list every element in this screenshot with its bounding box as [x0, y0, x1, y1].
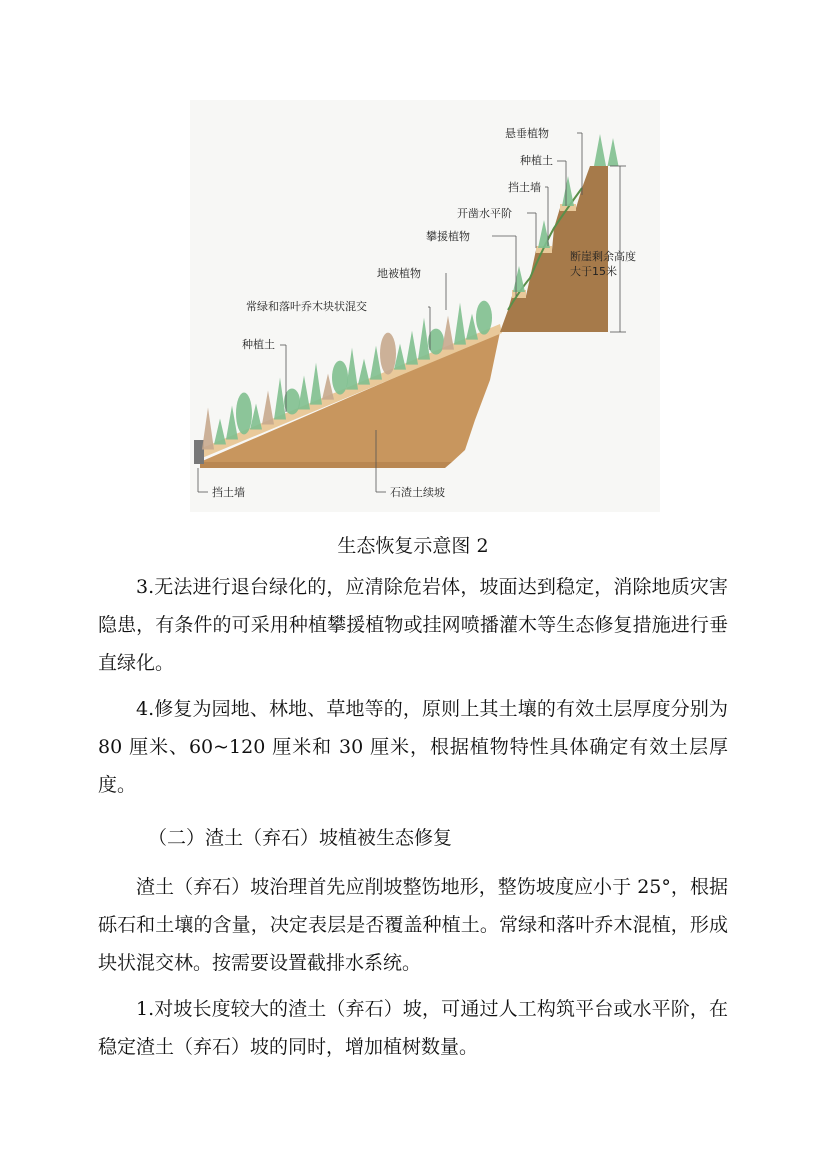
label-planting-soil-slope: 种植土 — [242, 338, 275, 351]
label-cliff-height-line1: 断崖剩余高度 — [570, 250, 636, 263]
tree-shape — [236, 393, 252, 435]
paragraph-4: 1.对坡长度较大的渣土（弃石）坡，可通过人工构筑平台或水平阶，在稳定渣土（弃石）坡的同时，增加植树数量。 — [98, 998, 728, 1058]
tree-shape — [332, 361, 348, 395]
label-ground-cover: 地被植物 — [377, 267, 421, 280]
figure-caption: 生态恢复示意图 2 — [337, 535, 489, 557]
retaining-wall-bottom-shape — [194, 440, 204, 464]
label-hanging-plants: 悬垂植物 — [505, 127, 549, 140]
label-retaining-wall-bottom: 挡土墙 — [212, 486, 245, 499]
label-planting-soil-top: 种植土 — [520, 154, 553, 167]
label-cliff-height-line2: 大于15米 — [570, 265, 617, 278]
tree-shape — [476, 301, 492, 335]
paragraph-3: 渣土（弃石）坡治理首先应削坡整饬地形，整饬坡度应小于 25°，根据砾石和土壤的含量，决定表层是否覆盖种植土。常绿和落叶乔木混植，形成块状混交林。按需要设置截排水系统。 — [98, 876, 728, 974]
spoil-base — [200, 462, 452, 468]
paragraph-2: 4.修复为园地、林地、草地等的，原则上其土壤的有效土层厚度分别为 80 厘米、60~120 厘米和 30 厘米，根据植物特性具体确定有效土层厚度。 — [98, 698, 728, 796]
tree-shape — [380, 333, 396, 375]
section-heading: （二）渣土（弃石）坡植被生态修复 — [148, 827, 453, 849]
label-retaining-wall-top: 挡土墙 — [508, 181, 541, 194]
label-climbing-plants: 攀援植物 — [426, 230, 470, 243]
ecological-restoration-diagram — [190, 100, 660, 512]
paragraph-1: 3.无法进行退台绿化的，应清除危岩体，坡面达到稳定，消除地质灾害隐患，有条件的可采用种植攀援植物或挂网喷播灌木等生态修复措施进行垂直绿化。 — [98, 576, 728, 674]
label-spoil-slope: 石渣土续坡 — [390, 486, 445, 499]
label-level-terrace: 开凿水平阶 — [457, 207, 512, 220]
label-mixed-forest: 常绿和落叶乔木块状混交 — [246, 300, 367, 313]
